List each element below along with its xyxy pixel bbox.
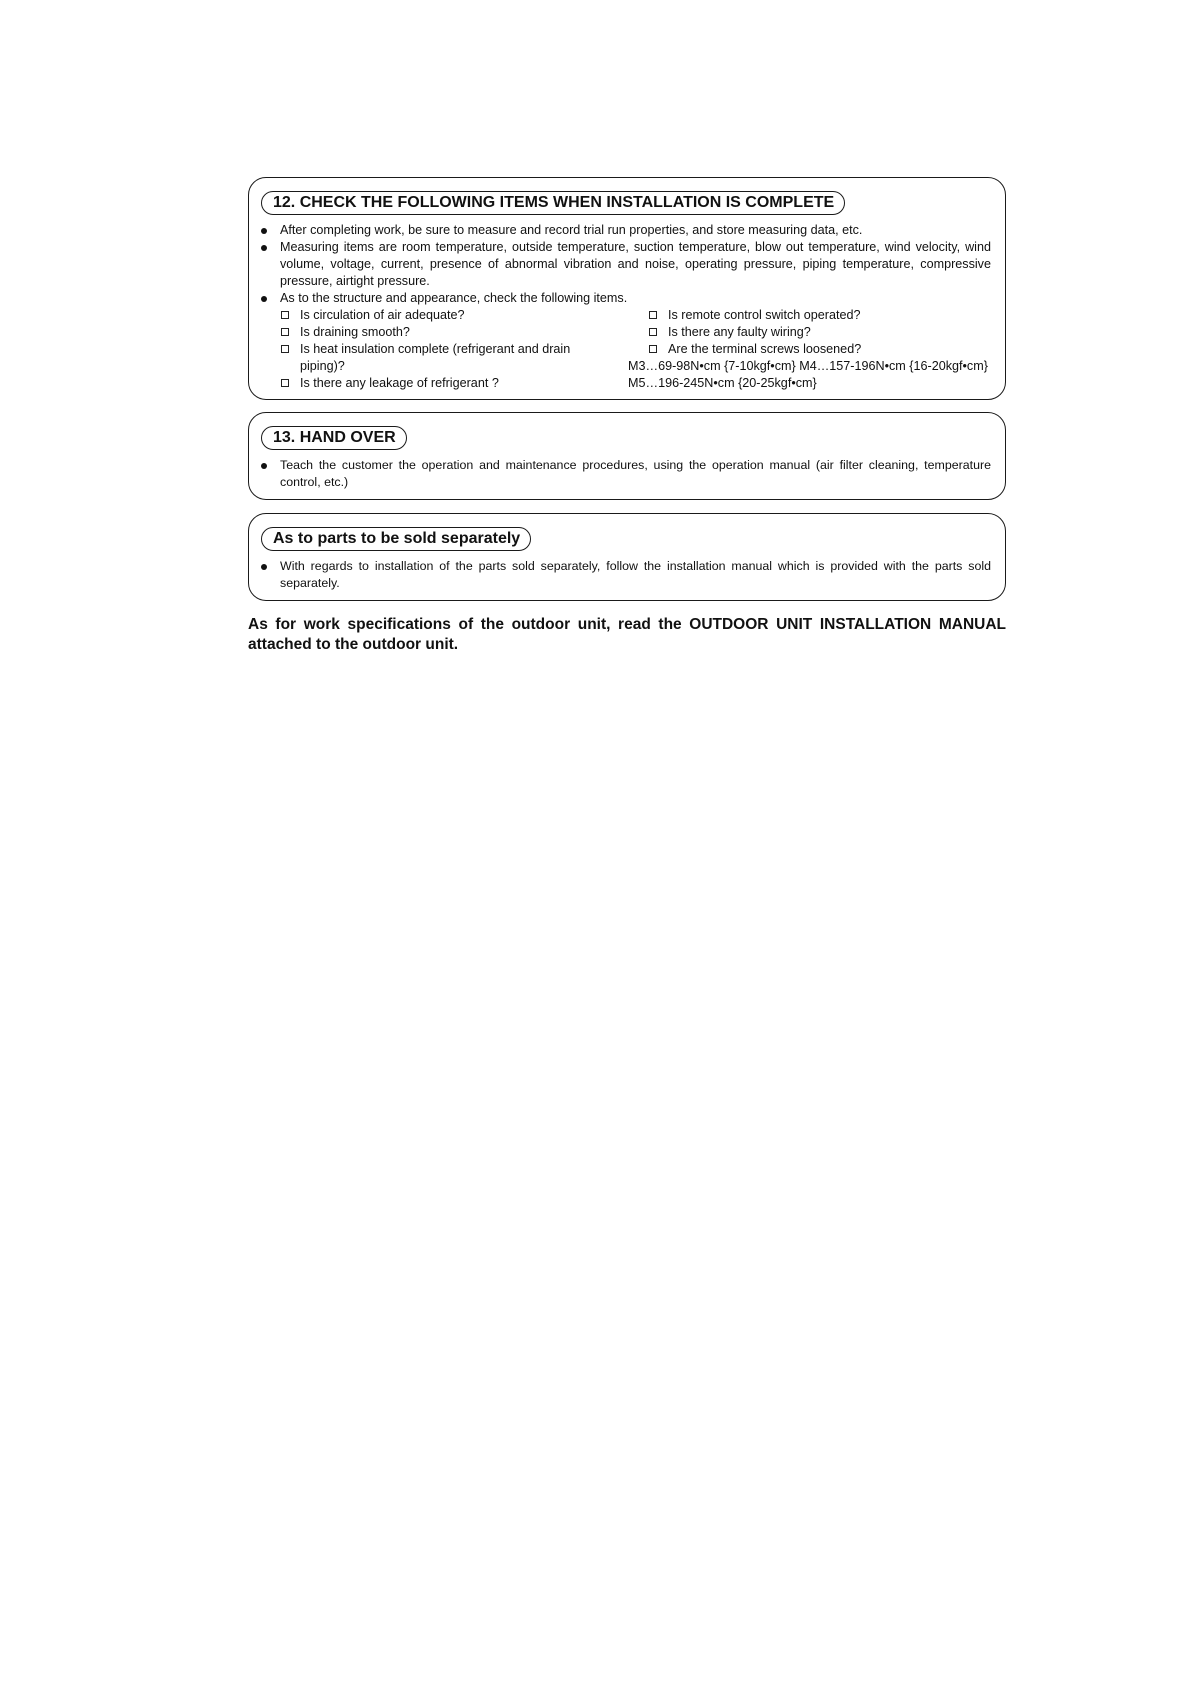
torque-spec: M3…69-98N•cm {7-10kgf•cm} M4…157-196N•cm {16-20kgf•cm} [628,359,988,373]
checkbox-icon [649,328,657,336]
bullet-text: With regards to installation of the parts sold separately, follow the installation manual which is provided with the parts sold separately. [280,559,991,590]
checklist-item [648,307,1008,324]
checklist-item [648,341,1008,358]
checklist-item [280,341,600,358]
section-check-items [248,177,1006,400]
outdoor-unit-note: As for work specifications of the outdoor unit, read the OUTDOOR UNIT INSTALLATION MANUAL attached to the outdoor unit. [248,616,1006,653]
torque-spec: M5…196-245N•cm {20-25kgf•cm} [628,376,817,390]
list-item [259,457,991,491]
checkbox-icon [649,345,657,353]
bullet-icon [261,245,267,251]
checklist-item-label: Is heat insulation complete (refrigerant and drain [300,342,571,356]
list-item [259,290,991,307]
checklist-item-label: Is remote control switch operated? [668,308,861,322]
checklist [280,307,991,392]
list-item [259,558,991,592]
section-title-check: 12. CHECK THE FOLLOWING ITEMS WHEN INSTALLATION IS COMPLETE [261,191,845,215]
section-title-hand-over: 13. HAND OVER [261,426,407,450]
bullet-text: As to the structure and appearance, check the following items. [280,291,628,305]
bullet-text: Measuring items are room temperature, outside temperature, suction temperature, blow out temperature, wind velocity, wind volume, voltage, current, presence of abnormal vibration and noise, operating pressure, piping temperature, compressive pressure, airtight pressure. [280,240,991,288]
checklist-item-label: Is circulation of air adequate? [300,308,465,322]
checklist-item [280,375,600,392]
bullet-text: Teach the customer the operation and maintenance procedures, using the operation manual (air filter cleaning, temperature control, etc.) [280,458,991,489]
bullet-icon [261,228,267,234]
checkbox-icon [649,311,657,319]
bullet-icon [261,463,267,469]
check-body [259,222,991,392]
section-title-parts: As to parts to be sold separately [261,527,531,551]
checkbox-icon [281,311,289,319]
checklist-item-label: Are the terminal screws loosened? [668,342,862,356]
section-hand-over [248,412,1006,500]
bullet-icon [261,564,267,570]
parts-body [259,558,991,592]
checklist-left-column [280,307,600,392]
checklist-item-label: Is draining smooth? [300,325,410,339]
list-item [259,222,991,239]
hand-over-body [259,457,991,491]
checkbox-icon [281,345,289,353]
checkbox-icon [281,379,289,387]
checklist-item-label: Is there any faulty wiring? [668,325,811,339]
list-item [259,239,991,290]
checkbox-icon [281,328,289,336]
checklist-item-label: Is there any leakage of refrigerant ? [300,376,499,390]
checklist-item [280,307,600,324]
checklist-item-continuation [280,358,600,375]
checklist-item [648,324,1008,341]
checklist-right-column [628,307,1008,392]
section-parts-sold-separately [248,513,1006,601]
bullet-text: After completing work, be sure to measure and record trial run properties, and store measuring data, etc. [280,223,863,237]
checklist-item [280,324,600,341]
checklist-item-label: piping)? [300,359,345,373]
bullet-icon [261,296,267,302]
